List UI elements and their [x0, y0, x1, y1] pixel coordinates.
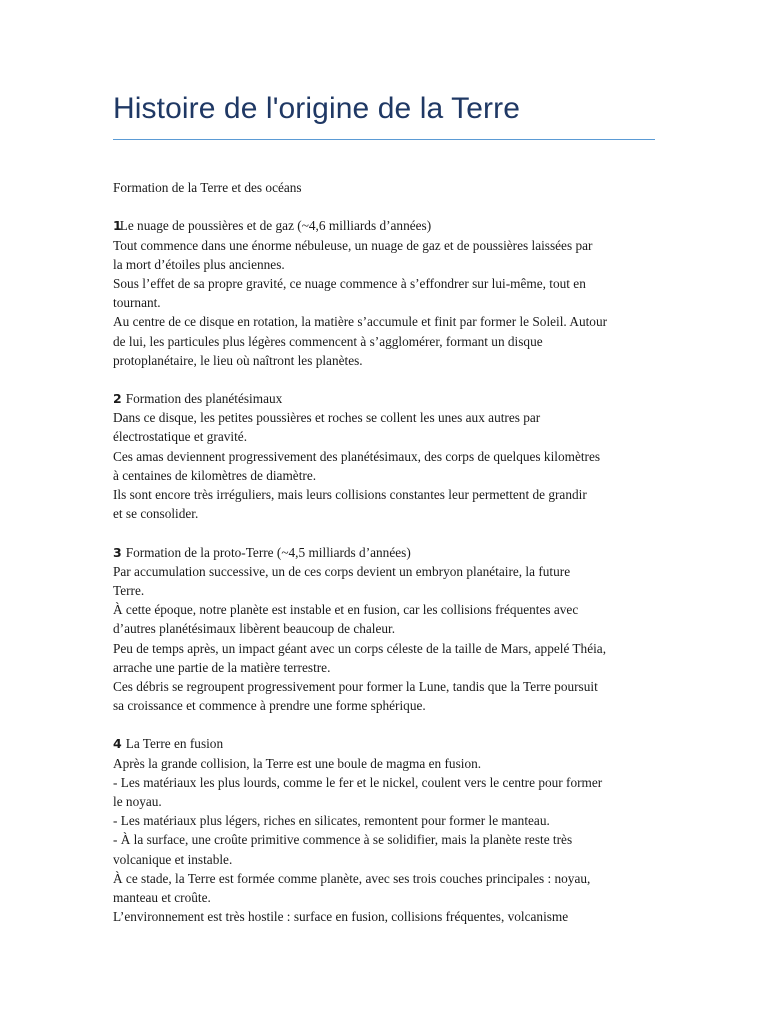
section-title: Le nuage de poussières et de gaz (~4,6 milliards d’années): [119, 218, 432, 234]
paragraph-line: protoplanétaire, le lieu où naîtront les planètes.: [113, 352, 363, 368]
paragraph-line: Par accumulation successive, un de ces corps devient un embryon planétaire, la future: [113, 563, 571, 579]
paragraph-line: Dans ce disque, les petites poussières et roches se collent les unes aux autres par: [113, 410, 541, 426]
paragraph-line: Au centre de ce disque en rotation, la matière s’accumule et finit par former le Soleil. Autour: [113, 314, 608, 330]
paragraph-line: le noyau.: [113, 794, 162, 809]
paragraph-line: Sous l’effet de sa propre gravité, ce nuage commence à s’effondrer sur lui-même, tout en: [113, 275, 586, 291]
paragraph-line: tournant.: [113, 295, 161, 311]
section-number: 4: [113, 736, 122, 752]
paragraph-line: Après la grande collision, la Terre est une boule de magma en fusion.: [113, 755, 482, 771]
document-body: [113, 178, 663, 926]
paragraph-line: - À la surface, une croûte primitive commence à se solidifier, mais la planète reste très: [113, 832, 573, 848]
spacer: [113, 197, 663, 216]
paragraph-line: Ces débris se regroupent progressivement pour former la Lune, tandis que la Terre poursuit: [113, 678, 598, 694]
paragraph-line: À cette époque, notre planète est instable et en fusion, car les collisions fréquentes avec: [113, 602, 579, 618]
section-heading: [113, 543, 663, 562]
paragraph-line: - Les matériaux les plus lourds, comme le fer et le nickel, coulent vers le centre pour former: [113, 774, 603, 790]
paragraph-line: Ces amas deviennent progressivement des planétésimaux, des corps de quelques kilomètres: [113, 448, 601, 464]
paragraph-line: Peu de temps après, un impact géant avec un corps céleste de la taille de Mars, appelé Théia,: [113, 640, 607, 656]
paragraph-line: L’environnement est très hostile : surface en fusion, collisions fréquentes, volcanisme: [113, 909, 569, 925]
paragraph-line: la mort d’étoiles plus anciennes.: [113, 256, 285, 272]
section-heading: [113, 216, 663, 235]
paragraph-line: sa croissance et commence à prendre une forme sphérique.: [113, 698, 426, 714]
section-2: [113, 389, 663, 523]
paragraph-line: Ils sont encore très irréguliers, mais leurs collisions constantes leur permettent de grandir: [113, 487, 587, 502]
section-4: [113, 734, 663, 926]
paragraph-line: Tout commence dans une énorme nébuleuse, un nuage de gaz et de poussières laissées par: [113, 237, 593, 253]
paragraph-line: à centaines de kilomètres de diamètre.: [113, 467, 317, 483]
paragraph-line: et se consolider.: [113, 506, 199, 522]
section-number: 2: [113, 391, 122, 407]
spacer: [113, 715, 663, 734]
section-heading: [113, 734, 663, 753]
spacer: [113, 370, 663, 389]
section-number: 1: [113, 218, 120, 234]
section-3: [113, 543, 663, 716]
section-number: 3: [113, 544, 122, 560]
document-title: Histoire de l'origine de la Terre: [113, 92, 521, 125]
title-underline: [113, 139, 655, 140]
paragraph-line: électrostatique et gravité.: [113, 429, 248, 445]
section-heading: [113, 389, 663, 408]
paragraph-line: de lui, les particules plus légères commencent à s’agglomérer, formant un disque: [113, 333, 543, 349]
intro-line: Formation de la Terre et des océans: [113, 180, 302, 195]
paragraph-line: manteau et croûte.: [113, 889, 211, 905]
section-title: Formation des planétésimaux: [125, 391, 283, 407]
paragraph-line: volcanique et instable.: [113, 851, 233, 867]
paragraph-line: arrache une partie de la matière terrestre.: [113, 659, 331, 675]
paragraph-line: Terre.: [113, 582, 145, 598]
paragraph-line: À ce stade, la Terre est formée comme planète, avec ses trois couches principales : noyau,: [113, 870, 591, 886]
paragraph-line: - Les matériaux plus légers, riches en silicates, remontent pour former le manteau.: [113, 813, 550, 829]
paragraph-line: d’autres planétésimaux libèrent beaucoup de chaleur.: [113, 621, 396, 637]
section-title: La Terre en fusion: [125, 736, 224, 752]
spacer: [113, 523, 663, 542]
section-1: [113, 216, 663, 370]
section-title: Formation de la proto-Terre (~4,5 milliards d’années): [125, 544, 411, 560]
